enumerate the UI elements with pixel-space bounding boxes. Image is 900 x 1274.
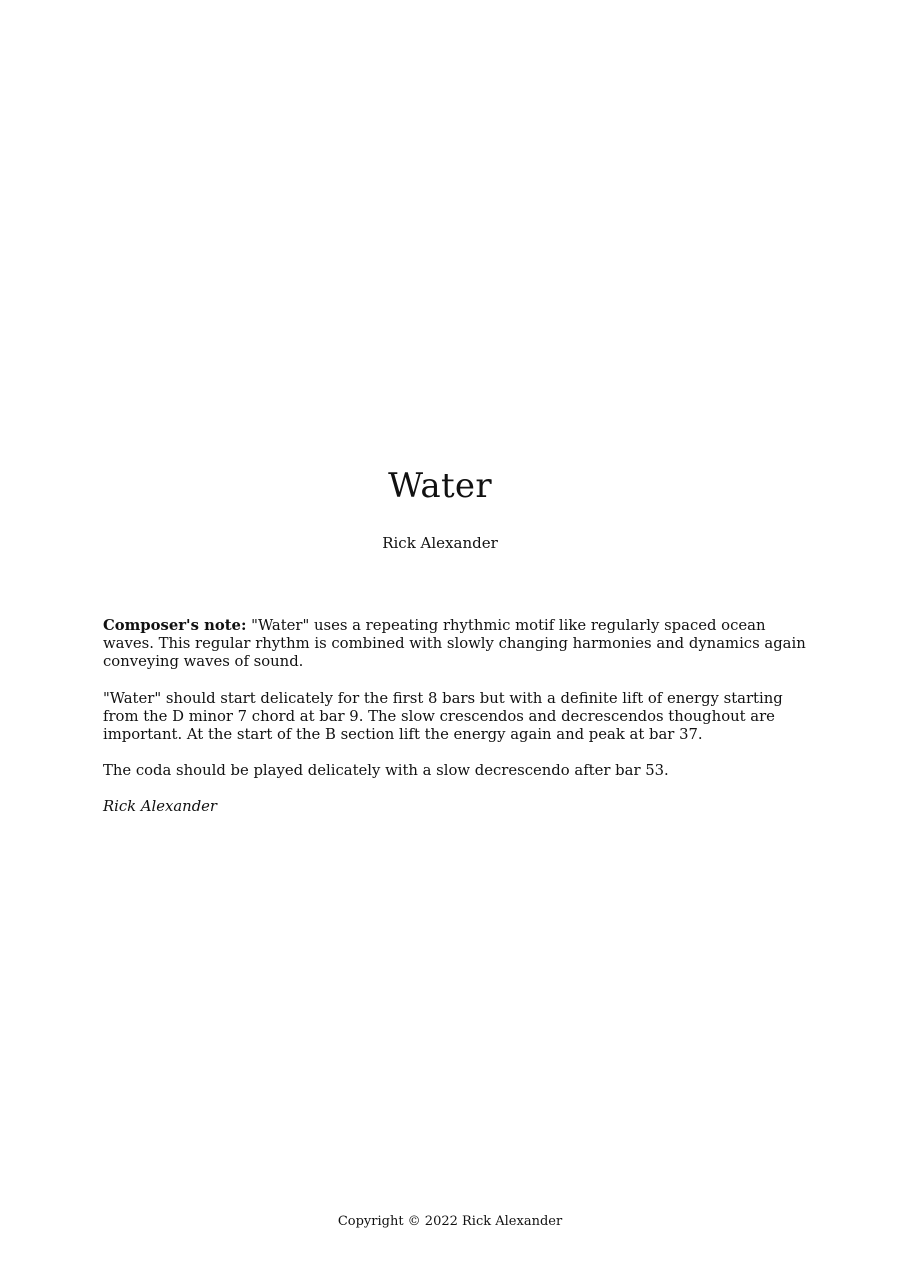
note-paragraph-2: "Water" should start delicately for the first 8 bars but with a definite lift of energy starting from the D minor 7 chord at bar 9. The slow crescendos and decrescendos thoughout are important. At the start of the B section lift the energy again and peak at bar 37. [103, 689, 783, 744]
note-label: Composer's note: [103, 617, 247, 634]
note-paragraph-1 [103, 617, 808, 672]
composer-notes [103, 617, 808, 835]
note-paragraph-1-text: "Water" uses a repeating rhythmic motif like regularly spaced ocean waves. This regular rhythm is combined with slowly changing harmonies and dynamics again conveying waves of sound. [103, 617, 806, 671]
signature: Rick Alexander [103, 798, 218, 816]
composer-name: Rick Alexander [382, 534, 498, 552]
copyright-notice: Copyright © 2022 Rick Alexander [337, 1214, 563, 1229]
note-paragraph-3: The coda should be played delicately with a slow decrescendo after bar 53. [103, 762, 669, 780]
piece-title: Water [388, 466, 492, 506]
